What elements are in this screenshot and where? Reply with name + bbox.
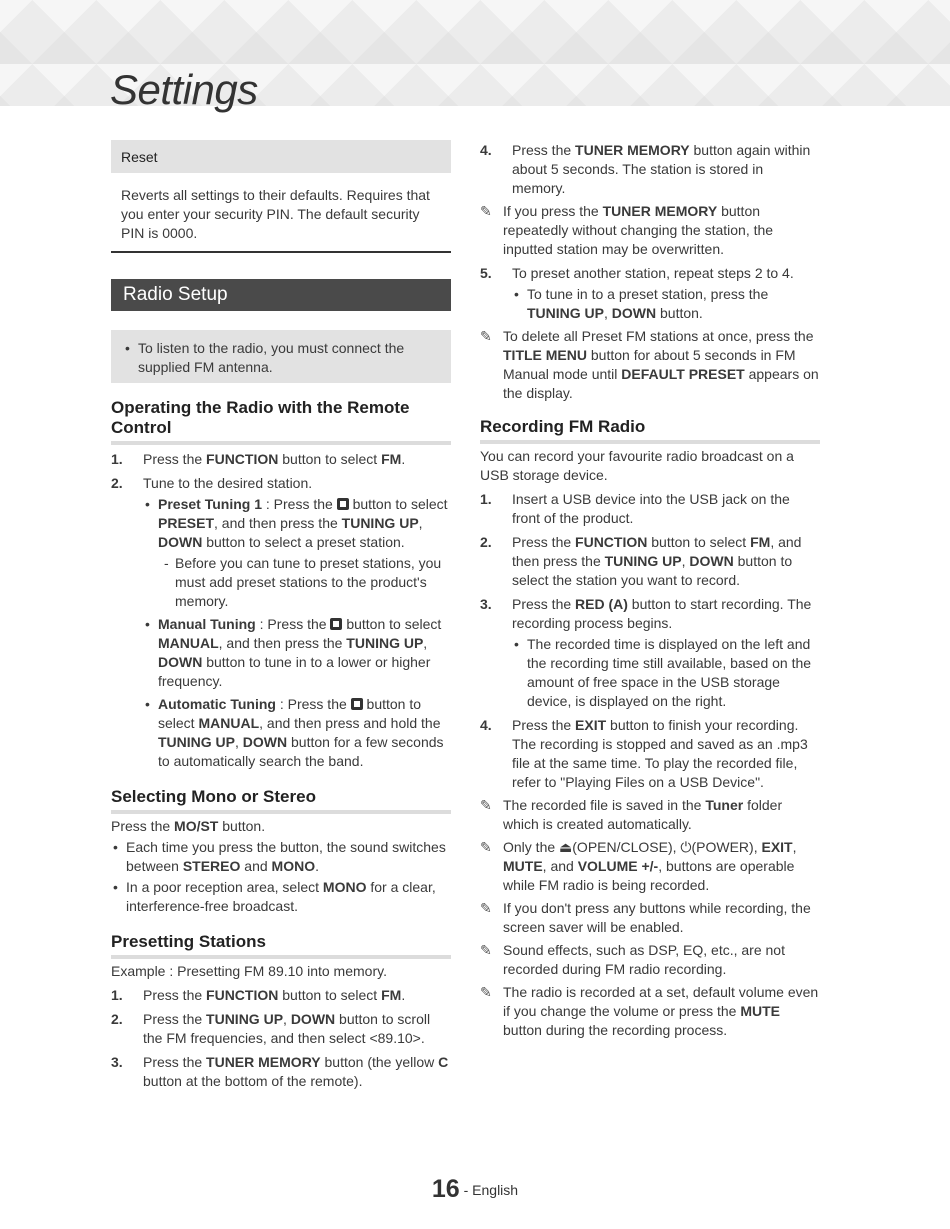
list-item: • In a poor reception area, select MONO for a clear, interference-free broadcast. (111, 878, 451, 916)
list-item: 2. Tune to the desired station. • Preset Tuning 1 : Press the button to select PRESET, and then press the TUNING UP, DOWN button to select a preset station. - Before you can tune to preset stations, you must add preset stations to the product's memory. • Manual Tuning : Press the button to select MANUAL, and then press the TUNING UP, DOWN button to tune in to a lower or higher frequency. • Automatic Tuning : Press the button to select MANUAL, and then press and hold the TUNING UP, DOWN button for a few seconds to automatically search the band. (111, 474, 451, 771)
square-button-icon (330, 618, 342, 630)
power-icon: ⏻ (680, 839, 692, 855)
note: ✎ If you press the TUNER MEMORY button repeatedly without changing the station, the inputted station may be overwritten. (480, 203, 774, 257)
presetting-steps (111, 986, 451, 1091)
square-button-icon (337, 498, 349, 510)
pencil-note-icon: ✎ (480, 942, 492, 958)
presetting-steps-continued (480, 141, 820, 198)
right-column (480, 140, 820, 1040)
list-item: • Preset Tuning 1 : Press the button to select PRESET, and then press the TUNING UP, DOWN button to select a preset station. - Before you can tune to preset stations, you must add preset stations to the product's memory. (143, 495, 451, 611)
left-column (111, 140, 451, 1091)
list-item: 2. Press the TUNING UP, DOWN button to scroll the FM frequencies, and then select <89.10>. (111, 1011, 431, 1046)
pencil-note-icon: ✎ (480, 984, 492, 1000)
list-item: 1. Press the FUNCTION button to select FM. (111, 987, 406, 1003)
section-heading-recording: Recording FM Radio (480, 417, 820, 444)
eject-icon: ⏏ (559, 839, 573, 855)
note: ✎ Sound effects, such as DSP, EQ, etc., are not recorded during FM radio recording. (480, 942, 785, 977)
list-item: • Each time you press the button, the sound switches between STEREO and MONO. (111, 838, 451, 876)
section-heading-presetting: Presetting Stations (111, 932, 451, 959)
section-heading-mono-stereo: Selecting Mono or Stereo (111, 787, 451, 814)
presetting-intro: Example : Presetting FM 89.10 into memory. (111, 963, 387, 979)
list-item: 2. Press the FUNCTION button to select FM, and then press the TUNING UP, DOWN button to select the station you want to record. (480, 534, 802, 588)
pencil-note-icon: ✎ (480, 900, 492, 916)
list-item: 1. Insert a USB device into the USB jack on the front of the product. (480, 491, 790, 526)
list-item: 1. Press the FUNCTION button to select FM. (111, 451, 406, 467)
operating-steps (111, 450, 451, 771)
list-item: • Automatic Tuning : Press the button to select MANUAL, and then press and hold the TUNING UP, DOWN button for a few seconds to automatically search the band. (143, 695, 451, 771)
page-title: Settings (110, 66, 258, 113)
radio-setup-heading: Radio Setup (111, 279, 451, 311)
list-item: - Before you can tune to preset stations, you must add preset stations to the product's memory. (158, 554, 451, 611)
square-button-icon (351, 698, 363, 710)
list-item: • To tune in to a preset station, press the TUNING UP, DOWN button. (512, 285, 820, 323)
presetting-step-5 (480, 264, 820, 323)
list-item: • The recorded time is displayed on the left and the recording time still available, based on the amount of free space in the USB storage device, is displayed on the right. (512, 635, 820, 711)
pencil-note-icon: ✎ (480, 797, 492, 813)
note: ✎ The radio is recorded at a set, default volume even if you change the volume or press the MUTE button during the recording process. (480, 984, 819, 1038)
note: ✎ If you don't press any buttons while recording, the screen saver will be enabled. (480, 900, 811, 935)
page-language: - English (459, 1182, 519, 1198)
pencil-note-icon: ✎ (480, 328, 492, 344)
radio-setup-note (111, 330, 451, 383)
list-item: 3. Press the RED (A) button to start recording. The recording process begins. • The recorded time is displayed on the left and the recording time still available, based on the amount of free space in the USB storage device, is displayed on the right. (480, 595, 820, 711)
list-item: 4. Press the EXIT button to finish your recording. The recording is stopped and saved as an .mp3 file at the same time. To play the recorded file, refer to "Playing Files on a USB Device". (480, 717, 808, 790)
list-item: 5. To preset another station, repeat steps 2 to 4. • To tune in to a preset station, press the TUNING UP, DOWN button. (480, 264, 820, 323)
list-item: • To listen to the radio, you must connect the supplied FM antenna. (123, 339, 439, 377)
recording-steps (480, 490, 820, 792)
section-heading-operating: Operating the Radio with the Remote Control (111, 398, 451, 445)
note: ✎ Only the ⏏(OPEN/CLOSE), ⏻(POWER), EXIT, MUTE, and VOLUME +/-, buttons are operable while FM radio is being recorded. (480, 839, 797, 893)
reset-heading: Reset (111, 140, 451, 173)
reset-description: Reverts all settings to their defaults. Requires that you enter your security PIN. The default security PIN is 0000. (111, 173, 451, 253)
pencil-note-icon: ✎ (480, 839, 492, 855)
pencil-note-icon: ✎ (480, 203, 492, 219)
page-number: 16 (431, 1175, 460, 1203)
mono-intro: Press the MO/ST button. (111, 818, 266, 834)
note: ✎ The recorded file is saved in the Tuner folder which is created automatically. (480, 797, 783, 832)
list-item: 3. Press the TUNER MEMORY button (the yellow C button at the bottom of the remote). (111, 1054, 449, 1089)
recording-intro: You can record your favourite radio broadcast on a USB storage device. (480, 448, 794, 483)
list-item: 4. Press the TUNER MEMORY button again within about 5 seconds. The station is stored in memory. (480, 142, 811, 196)
list-item: • Manual Tuning : Press the button to select MANUAL, and then press the TUNING UP, DOWN button to tune in to a lower or higher frequency. (143, 615, 451, 691)
mono-bullets (111, 838, 451, 916)
page-footer (0, 1175, 950, 1204)
note: ✎ To delete all Preset FM stations at once, press the TITLE MENU button for about 5 seconds in FM Manual mode until DEFAULT PRESET appears on the display. (480, 328, 819, 401)
